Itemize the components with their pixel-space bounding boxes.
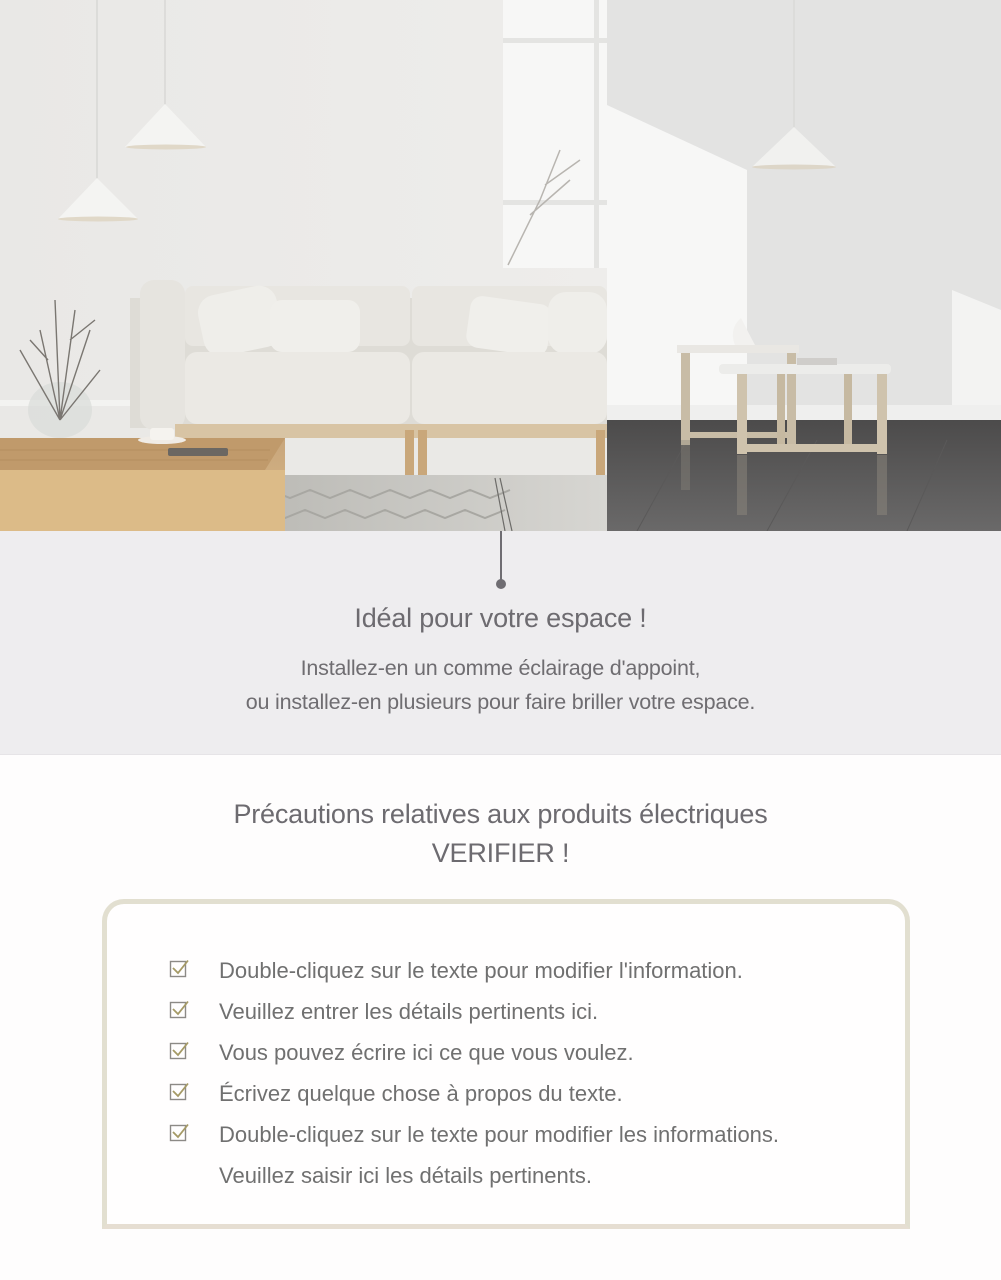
connector-dot — [496, 579, 506, 589]
checkbox-checked-icon — [169, 958, 191, 980]
intro-title: Idéal pour votre espace ! — [354, 603, 647, 633]
intro-body — [0, 651, 1001, 719]
intro-section — [0, 531, 1001, 755]
precautions-title-line: Précautions relatives aux produits électriques — [233, 799, 768, 829]
checklist-item — [169, 995, 779, 1036]
checklist-item-text: Double-cliquez sur le texte pour modifier les informations. — [219, 1122, 780, 1147]
checklist-item-text: Écrivez quelque chose à propos du texte. — [219, 1081, 623, 1106]
checkbox-checked-icon — [169, 1081, 191, 1103]
living-room-illustration — [0, 0, 607, 531]
checklist-item-text: Double-cliquez sur le texte pour modifier l'information. — [219, 958, 743, 983]
living-room-photo — [0, 0, 607, 531]
checklist-item-text: Veuillez entrer les détails pertinents ici. — [219, 999, 599, 1024]
checklist-item — [169, 954, 779, 995]
minimal-room-photo — [607, 0, 1001, 531]
checklist-item-text: Veuillez saisir ici les détails pertinents. — [219, 1163, 592, 1188]
checkbox-checked-icon — [169, 999, 191, 1021]
precautions-subtitle: VERIFIER ! — [431, 838, 570, 868]
checklist-item-continuation — [169, 1159, 779, 1200]
precautions-title — [0, 795, 1001, 873]
checklist-item — [169, 1077, 779, 1118]
checkbox-checked-icon — [169, 1122, 191, 1144]
precautions-checklist — [169, 954, 779, 1200]
connector-line — [500, 531, 502, 583]
checklist-item-text: Vous pouvez écrire ici ce que vous voulez. — [219, 1040, 634, 1065]
checklist-item — [169, 1036, 779, 1077]
minimal-room-illustration — [607, 0, 1001, 531]
checklist-item — [169, 1118, 779, 1159]
hero-photos — [0, 0, 1001, 531]
intro-body-line: Installez-en un comme éclairage d'appoint, — [300, 656, 701, 680]
checkbox-checked-icon — [169, 1040, 191, 1062]
intro-body-line: ou installez-en plusieurs pour faire briller votre espace. — [245, 690, 756, 714]
precautions-checklist-box — [102, 899, 910, 1229]
